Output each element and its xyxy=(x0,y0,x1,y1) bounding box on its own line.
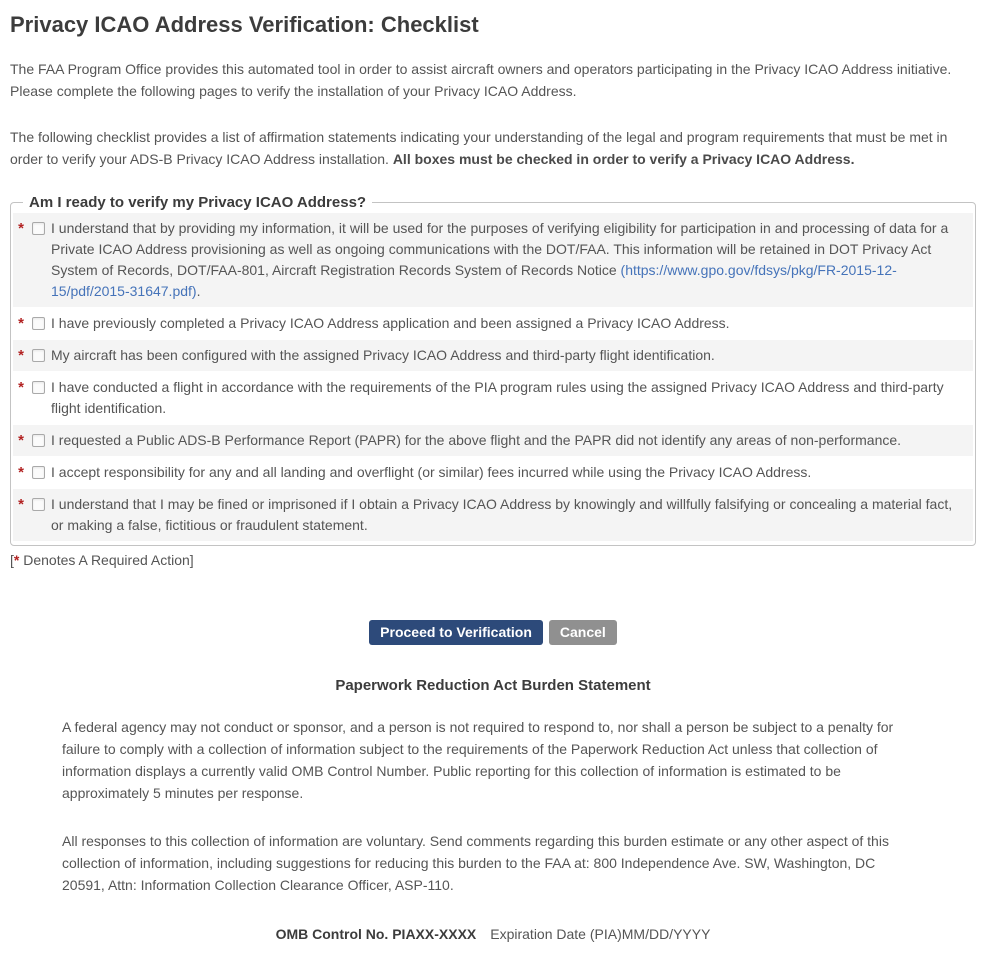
checklist-legend: Am I ready to verify my Privacy ICAO Address? xyxy=(29,194,367,211)
checklist-item-1-text xyxy=(51,218,963,302)
checklist-item-5 xyxy=(13,425,973,456)
checklist-item-2-text: I have previously completed a Privacy ICAO Address application and been assigned a Privacy ICAO Address. xyxy=(51,315,730,331)
checklist-checkbox-1[interactable] xyxy=(32,222,45,235)
checklist-fieldset xyxy=(10,194,976,546)
checklist-item-7 xyxy=(13,489,973,541)
checklist-item-5-text: I requested a Public ADS-B Performance Report (PAPR) for the above flight and the PAPR did not identify any areas of non-performance. xyxy=(51,432,902,448)
expiration-date: Expiration Date (PIA)MM/DD/YYYY xyxy=(490,926,711,942)
required-asterisk: * xyxy=(18,379,24,396)
checklist-checkbox-6[interactable] xyxy=(32,466,45,479)
burden-paragraph-2: All responses to this collection of information are voluntary. Send comments regarding this burden estimate or any other aspect of this collection of information, including suggestions for reducing this burden to the FAA at: 800 Independence Ave. SW, Washington, DC 20591, Attn: Information Collection Clearance Officer, ASP-110. xyxy=(62,833,889,893)
checklist-item-4-text: I have conducted a flight in accordance with the requirements of the PIA program rules using the assigned Privacy ICAO Address and third-party flight identification. xyxy=(51,379,944,416)
required-asterisk: * xyxy=(18,347,24,364)
omb-control-number: OMB Control No. PIAXX-XXXX xyxy=(275,926,477,942)
required-asterisk: * xyxy=(18,496,24,513)
checklist-item-1 xyxy=(13,213,973,307)
checklist-checkbox-2[interactable] xyxy=(32,317,45,330)
checklist-item-3 xyxy=(13,340,973,371)
checklist-checkbox-5[interactable] xyxy=(32,434,45,447)
omb-footer xyxy=(10,926,976,942)
intro-paragraph-2-bold: All boxes must be checked in order to verify a Privacy ICAO Address. xyxy=(392,151,855,167)
page-title: Privacy ICAO Address Verification: Checklist xyxy=(10,12,479,37)
checklist-checkbox-3[interactable] xyxy=(32,349,45,362)
required-note-text: Denotes A Required Action] xyxy=(19,552,194,568)
intro-paragraph-1-text: The FAA Program Office provides this automated tool in order to assist aircraft owners and operators participating in the Privacy ICAO Address initiative. Please complete the following pages to verify the installation of your Privacy ICAO Address. xyxy=(10,61,952,99)
checklist-item-1-text-after: . xyxy=(196,283,201,299)
proceed-to-verification-button[interactable]: Proceed to Verification xyxy=(369,620,543,645)
required-asterisk: * xyxy=(18,315,24,332)
burden-statement-heading: Paperwork Reduction Act Burden Statement xyxy=(335,677,651,694)
required-note-open: [ xyxy=(10,552,14,568)
intro-paragraph-2-text: The following checklist provides a list of affirmation statements indicating your understanding of the legal and program requirements that must be met in order to verify your ADS-B Privacy ICAO Address installation. xyxy=(10,129,948,167)
required-asterisk: * xyxy=(18,220,24,237)
checklist-item-6-text: I accept responsibility for any and all landing and overflight (or similar) fees incurred while using the Privacy ICAO Address. xyxy=(51,464,812,480)
action-buttons xyxy=(10,620,976,645)
required-asterisk: * xyxy=(18,464,24,481)
burden-paragraph-1: A federal agency may not conduct or sponsor, and a person is not required to respond to, nor shall a person be subject to a penalty for failure to comply with a collection of information subject to the requirements of the Paperwork Reduction Act unless that collection of information displays a currently valid OMB Control Number. Public reporting for this collection of information is estimated to be approximately 5 minutes per response. xyxy=(62,719,894,801)
cancel-button[interactable]: Cancel xyxy=(549,620,617,645)
checklist-item-7-text: I understand that I may be fined or imprisoned if I obtain a Privacy ICAO Address by knowingly and willfully falsifying or concealing a material fact, or making a false, fictitious or fraudulent statement. xyxy=(51,496,953,533)
checklist-item-1-text-before: I understand that by providing my information, it will be used for the purposes of verifying eligibility for participation in and processing of data for a Private ICAO Address provisioning as well as ongoing communications with the DOT/FAA. This information will be retained in DOT Privacy Act System of Records, DOT/FAA-801, Aircraft Registration Records System of Records Notice xyxy=(51,220,949,278)
checklist-checkbox-7[interactable] xyxy=(32,498,45,511)
required-note-asterisk: * xyxy=(13,552,20,568)
checklist-item-4 xyxy=(13,372,973,424)
checklist-checkbox-4[interactable] xyxy=(32,381,45,394)
checklist-item-2 xyxy=(13,308,973,339)
checklist-item-3-text: My aircraft has been configured with the assigned Privacy ICAO Address and third-party flight identification. xyxy=(51,347,715,363)
intro-paragraph-1 xyxy=(10,58,962,102)
intro-paragraph-2 xyxy=(10,126,962,170)
checklist-item-6 xyxy=(13,457,973,488)
required-asterisk: * xyxy=(18,432,24,449)
gpo-records-notice-link[interactable]: (https://www.gpo.gov/fdsys/pkg/FR-2015-12-15/pdf/2015-31647.pdf) xyxy=(51,262,897,299)
required-note xyxy=(10,552,976,568)
